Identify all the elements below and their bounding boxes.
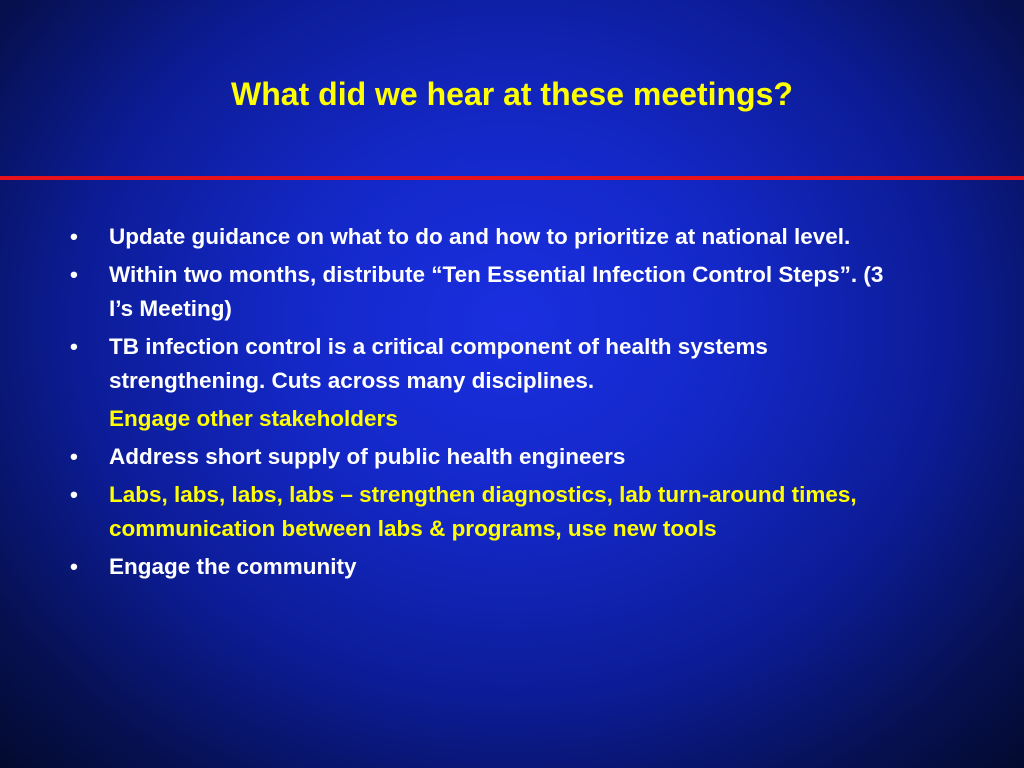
sub-item-text: Engage other stakeholders xyxy=(109,406,398,431)
slide-title: What did we hear at these meetings? xyxy=(231,76,793,112)
bullet-text: Address short supply of public health engineers xyxy=(109,444,626,469)
bullet-text: Within two months, distribute “Ten Essential Infection Control Steps”. (3 I’s Meeting) xyxy=(109,262,884,321)
bullet-item xyxy=(70,550,890,584)
bullet-item xyxy=(70,478,890,546)
title-divider xyxy=(0,176,1024,180)
bullet-text: Labs, labs, labs, labs – strengthen diagnostics, lab turn-around times, communication between labs & programs, use new tools xyxy=(109,482,857,541)
bullet-item xyxy=(70,440,890,474)
sub-item xyxy=(70,402,890,436)
bullet-marker: • xyxy=(70,334,78,359)
bullet-text: Engage the community xyxy=(109,554,357,579)
bullet-text: TB infection control is a critical component of health systems strengthening. Cuts across many disciplines. xyxy=(109,334,768,393)
bullet-marker: • xyxy=(70,444,78,469)
bullet-marker: • xyxy=(70,262,78,287)
bullet-text: Update guidance on what to do and how to prioritize at national level. xyxy=(109,224,851,249)
bullet-item xyxy=(70,258,890,326)
bullet-list xyxy=(70,220,890,588)
bullet-item xyxy=(70,220,890,254)
bullet-marker: • xyxy=(70,554,78,579)
bullet-marker: • xyxy=(70,224,78,249)
bullet-item xyxy=(70,330,890,398)
bullet-marker: • xyxy=(70,482,78,507)
